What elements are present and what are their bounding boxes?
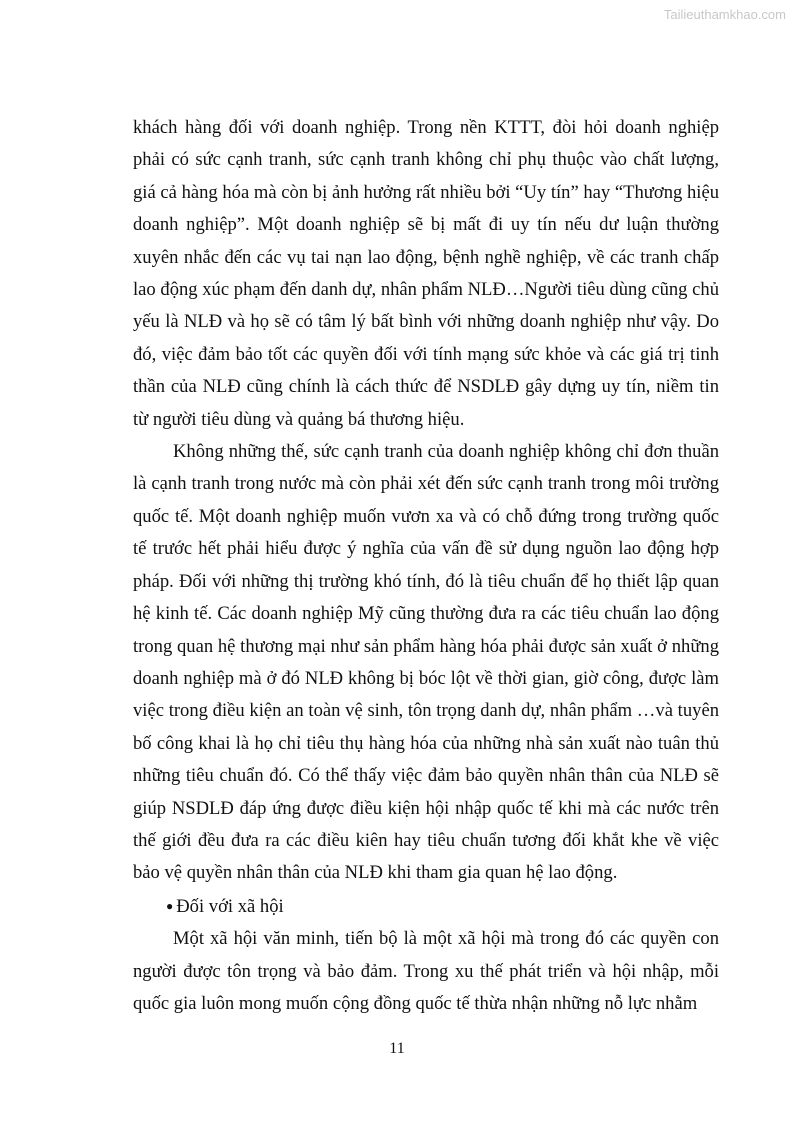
bullet-icon: ● [166, 898, 174, 913]
paragraph-2: Không những thế, sức cạnh tranh của doanh nghiệp không chỉ đơn thuần là cạnh tranh trong nước mà còn phải xét đến sức cạnh tranh trong môi trường quốc tế. Một doanh nghiệp muốn vươn xa và có chỗ đứng trong trường quốc tế trước hết phải hiểu được ý nghĩa của vấn đề sử dụng nguồn lao động hợp pháp. Đối với những thị trường khó tính, đó là tiêu chuẩn để họ thiết lập quan hệ kinh tế. Các doanh nghiệp Mỹ cũng thường đưa ra các tiêu chuẩn lao động trong quan hệ thương mại như sản phẩm hàng hóa phải được sản xuất ở những doanh nghiệp mà ở đó NLĐ không bị bóc lột về thời gian, giờ công, được làm việc trong điều kiện an toàn vệ sinh, tôn trọng danh dự, nhân phẩm …và tuyên bố công khai là họ chỉ tiêu thụ hàng hóa của những nhà sản xuất nào tuân thủ những tiêu chuẩn đó. Có thể thấy việc đảm bảo quyền nhân thân của NLĐ sẽ giúp NSDLĐ đáp ứng được điều kiện hội nhập quốc tế khi mà các nước trên thế giới đều đưa ra các điều kiên hay tiêu chuẩn tương đối khắt khe về việc bảo vệ quyền nhân thân của NLĐ khi tham gia quan hệ lao động. [133, 441, 719, 884]
bullet-item [133, 890, 719, 923]
bullet-text: Đối với xã hội [176, 895, 284, 917]
paragraph-3: Một xã hội văn minh, tiến bộ là một xã hội mà trong đó các quyền con người được tôn trọng và bảo đảm. Trong xu thế phát triển và hội nhập, mỗi quốc gia luôn mong muốn cộng đồng quốc tế thừa nhận những nỗ lực nhằm [133, 928, 719, 1014]
paragraph-1: khách hàng đối với doanh nghiệp. Trong nền KTTT, đòi hỏi doanh nghiệp phải có sức cạnh tranh, sức cạnh tranh không chỉ phụ thuộc vào chất lượng, giá cả hàng hóa mà còn bị ảnh hưởng rất nhiều bởi “Uy tín” hay “Thương hiệu doanh nghiệp”. Một doanh nghiệp sẽ bị mất đi uy tín nếu dư luận thường xuyên nhắc đến các vụ tai nạn lao động, bệnh nghề nghiệp, về các tranh chấp lao động xúc phạm đến danh dự, nhân phẩm NLĐ…Người tiêu dùng cũng chủ yếu là NLĐ và họ sẽ có tâm lý bất bình với những doanh nghiệp như vậy. Do đó, việc đảm bảo tốt các quyền đối với tính mạng sức khỏe và các giá trị tinh thần của NLĐ cũng chính là cách thức để NSDLĐ gây dựng uy tín, niềm tin từ người tiêu dùng và quảng bá thương hiệu. [133, 117, 719, 430]
page-body [133, 112, 719, 1020]
page-number: 11 [389, 1040, 405, 1057]
watermark: Tailieuthamkhao.com [663, 7, 786, 22]
